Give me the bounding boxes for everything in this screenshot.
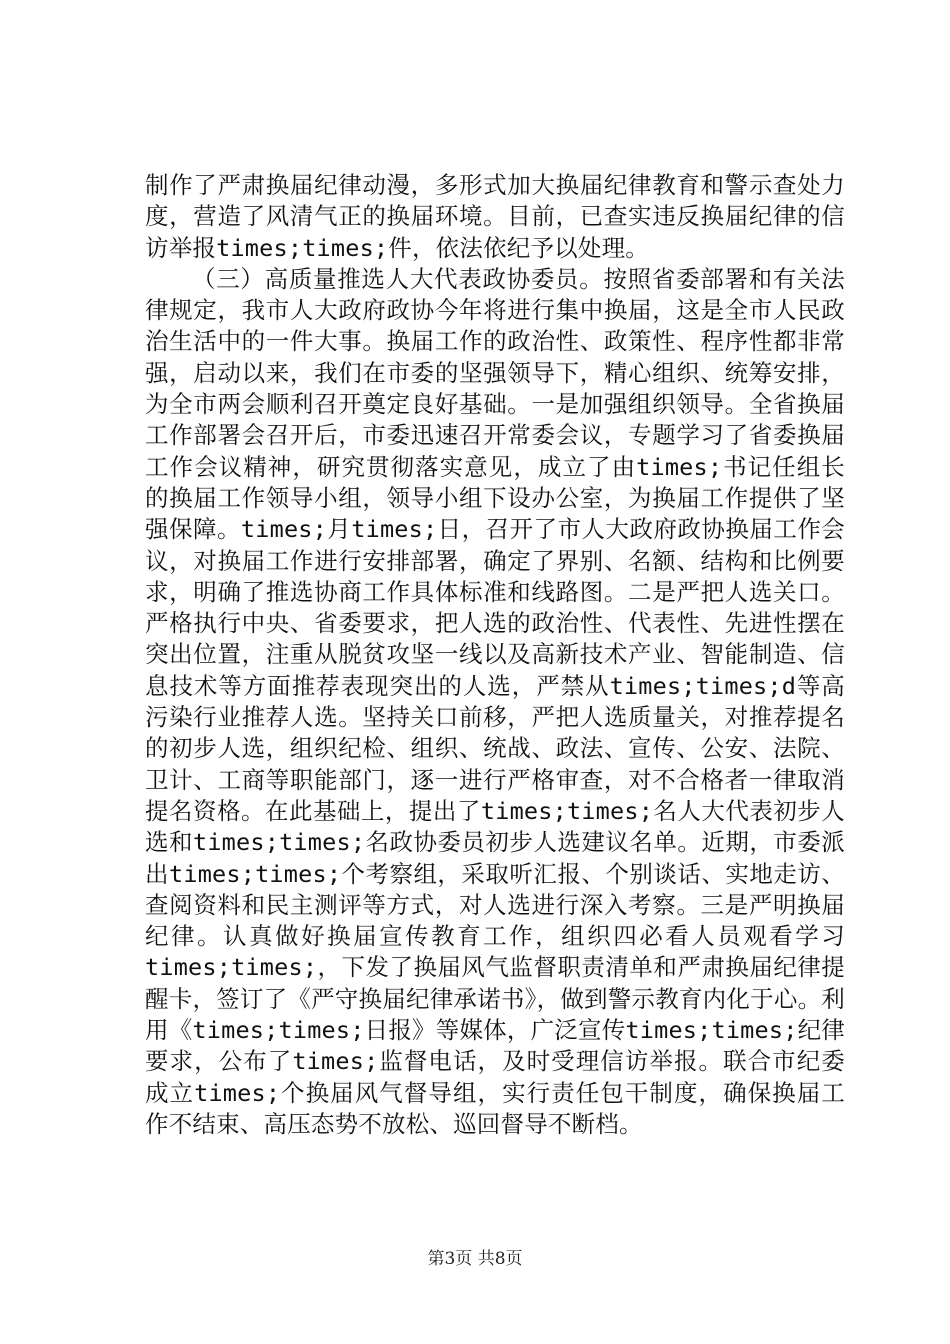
paragraph-2: （三）高质量推选人大代表政协委员。按照省委部署和有关法律规定，我市人大政府政协今年将进行集中换届，这是全市人民政治生活中的一件大事。换届工作的政治性、政策性、程序性都非常强，启动以来，我们在市委的坚强领导下，精心组织、统筹安排，为全市两会顺利召开奠定良好基础。一是加强组织领导。全省换届工作部署会召开后，市委迅速召开常委会议，专题学习了省委换届工作会议精神，研究贯彻落实意见，成立了由times;书记任组长的换届工作领导小组，领导小组下设办公室，为换届工作提供了坚强保障。times;月times;日，召开了市人大政府政协换届工作会议，对换届工作进行安排部署，确定了界别、名额、结构和比例要求，明确了推选协商工作具体标准和线路图。二是严把人选关口。严格执行中央、省委要求，把人选的政治性、代表性、先进性摆在突出位置，注重从脱贫攻坚一线以及高新技术产业、智能制造、信息技术等方面推荐表现突出的人选，严禁从times;times;d等高污染行业推荐人选。坚持关口前移，严把人选质量关，对推荐提名的初步人选，组织纪检、组织、统战、政法、宣传、公安、法院、卫计、工商等职能部门，逐一进行严格审查，对不合格者一律取消提名资格。在此基础上，提出了times;times;名人大代表初步人选和times;times;名政协委员初步人选建议名单。近期，市委派出times;times;个考察组，采取听汇报、个别谈话、实地走访、查阅资料和民主测评等方式，对人选进行深入考察。三是严明换届纪律。认真做好换届宣传教育工作，组织四必看人员观看学习times;times;，下发了换届风气监督职责清单和严肃换届纪律提醒卡，签订了《严守换届纪律承诺书》，做到警示教育内化于心。利用《times;times;日报》等媒体，广泛宣传times;times;纪律要求，公布了times;监督电话，及时受理信访举报。联合市纪委成立times;个换届风气督导组，实行责任包干制度，确保换届工作不结束、高压态势不放松、巡回督导不断档。 [145, 264, 845, 1138]
paragraph-1: 制作了严肃换届纪律动漫，多形式加大换届纪律教育和警示查处力度，营造了风清气正的换届环境。目前，已查实违反换届纪律的信访举报times;times;件，依法依纪予以处理。 [145, 171, 845, 262]
document-body [145, 170, 845, 1140]
page-footer: 第3页 共8页 [427, 1249, 523, 1269]
